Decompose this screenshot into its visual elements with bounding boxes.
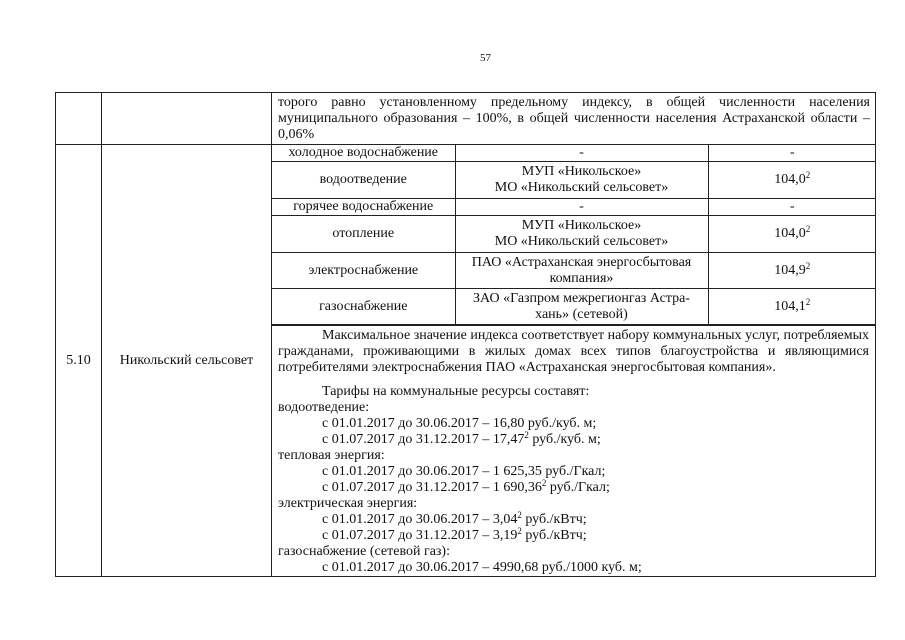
service-name: газоснабжение <box>272 289 455 325</box>
service-provider: МУП «Никольское» МО «Никольский сельсовет» <box>455 162 708 199</box>
service-provider: МУП «Никольское» МО «Никольский сельсовет» <box>455 216 708 253</box>
electric-tariff-1: с 01.01.2017 до 30.06.2017 – 3,04$^2$ руб./кВтч; <box>322 510 587 527</box>
service-index: - <box>708 145 876 162</box>
row-name-cell <box>102 145 272 577</box>
service-row <box>272 199 876 216</box>
service-row <box>272 162 876 199</box>
service-provider: ЗАО «Газпром межрегионгаз Астра- хань» (сетевой) <box>455 289 708 325</box>
notes <box>272 326 875 576</box>
electric-label: электрическая энергия: <box>278 496 418 511</box>
service-index: 104,9$^2$ <box>708 253 876 289</box>
heat-tariff-1: с 01.01.2017 до 30.06.2017 – 1 625,35 руб./Гкал; <box>322 464 606 479</box>
service-name: водоотведение <box>272 162 455 199</box>
row-number: 5.10 <box>66 352 91 368</box>
service-row <box>272 289 876 325</box>
continued-text: торого равно установленному предельному индексу, в общей численности населения муниципального образования – 100%, в общей численности населения Астраханской области – 0,06% <box>278 95 870 142</box>
max-index-paragraph: Максимальное значение индекса соответствует набору коммунальных услуг, потребляемых гражданами, проживающими в жилых домах всех типов благоустройства и являющимися потребителями электроснабжения ПАО «Астраханская энергосбытовая компания». <box>278 328 869 375</box>
service-index: 104,0$^2$ <box>708 216 876 253</box>
service-index: - <box>708 199 876 216</box>
row-number-cell <box>56 145 102 577</box>
electric-tariff-2: с 01.07.2017 до 31.12.2017 – 3,19$^2$ руб./кВтч; <box>322 526 587 543</box>
services-cell <box>272 145 876 326</box>
continuation-name-cell <box>102 93 272 145</box>
water-disposal-label: водоотведение: <box>278 400 370 415</box>
gas-tariff-1: с 01.01.2017 до 30.06.2017 – 4990,68 руб./1000 куб. м; <box>322 560 642 575</box>
table-row <box>56 145 876 326</box>
service-index: 104,1$^2$ <box>708 289 876 325</box>
service-index: 104,0$^2$ <box>708 162 876 199</box>
continuation-text-cell <box>272 93 876 145</box>
page-number: 57 <box>480 52 491 64</box>
heat-tariff-2: с 01.07.2017 до 31.12.2017 – 1 690,36$^2$ руб./Гкал; <box>322 478 610 495</box>
service-name: холодное водоснабжение <box>272 145 455 162</box>
service-name: горячее водоснабжение <box>272 199 455 216</box>
continuation-row <box>56 93 876 145</box>
water-disposal-tariff-2: с 01.07.2017 до 31.12.2017 – 17,47$^2$ руб./куб. м; <box>322 430 601 447</box>
service-provider: - <box>455 199 708 216</box>
service-name: отопление <box>272 216 455 253</box>
service-row <box>272 253 876 289</box>
heat-label: тепловая энергия: <box>278 448 385 463</box>
service-provider: ПАО «Астраханская энергосбытовая компания» <box>455 253 708 289</box>
service-name: электроснабжение <box>272 253 455 289</box>
services-table <box>272 145 876 325</box>
service-provider: - <box>455 145 708 162</box>
service-row <box>272 145 876 162</box>
water-disposal-tariff-1: с 01.01.2017 до 30.06.2017 – 16,80 руб./куб. м; <box>322 416 597 431</box>
gas-label: газоснабжение (сетевой газ): <box>278 544 450 559</box>
notes-cell <box>272 326 876 577</box>
tariff-table <box>55 92 876 577</box>
service-row <box>272 216 876 253</box>
tariffs-heading: Тарифы на коммунальные ресурсы составят: <box>322 384 590 399</box>
continuation-number-cell <box>56 93 102 145</box>
municipality-name: Никольский сельсовет <box>119 352 254 368</box>
